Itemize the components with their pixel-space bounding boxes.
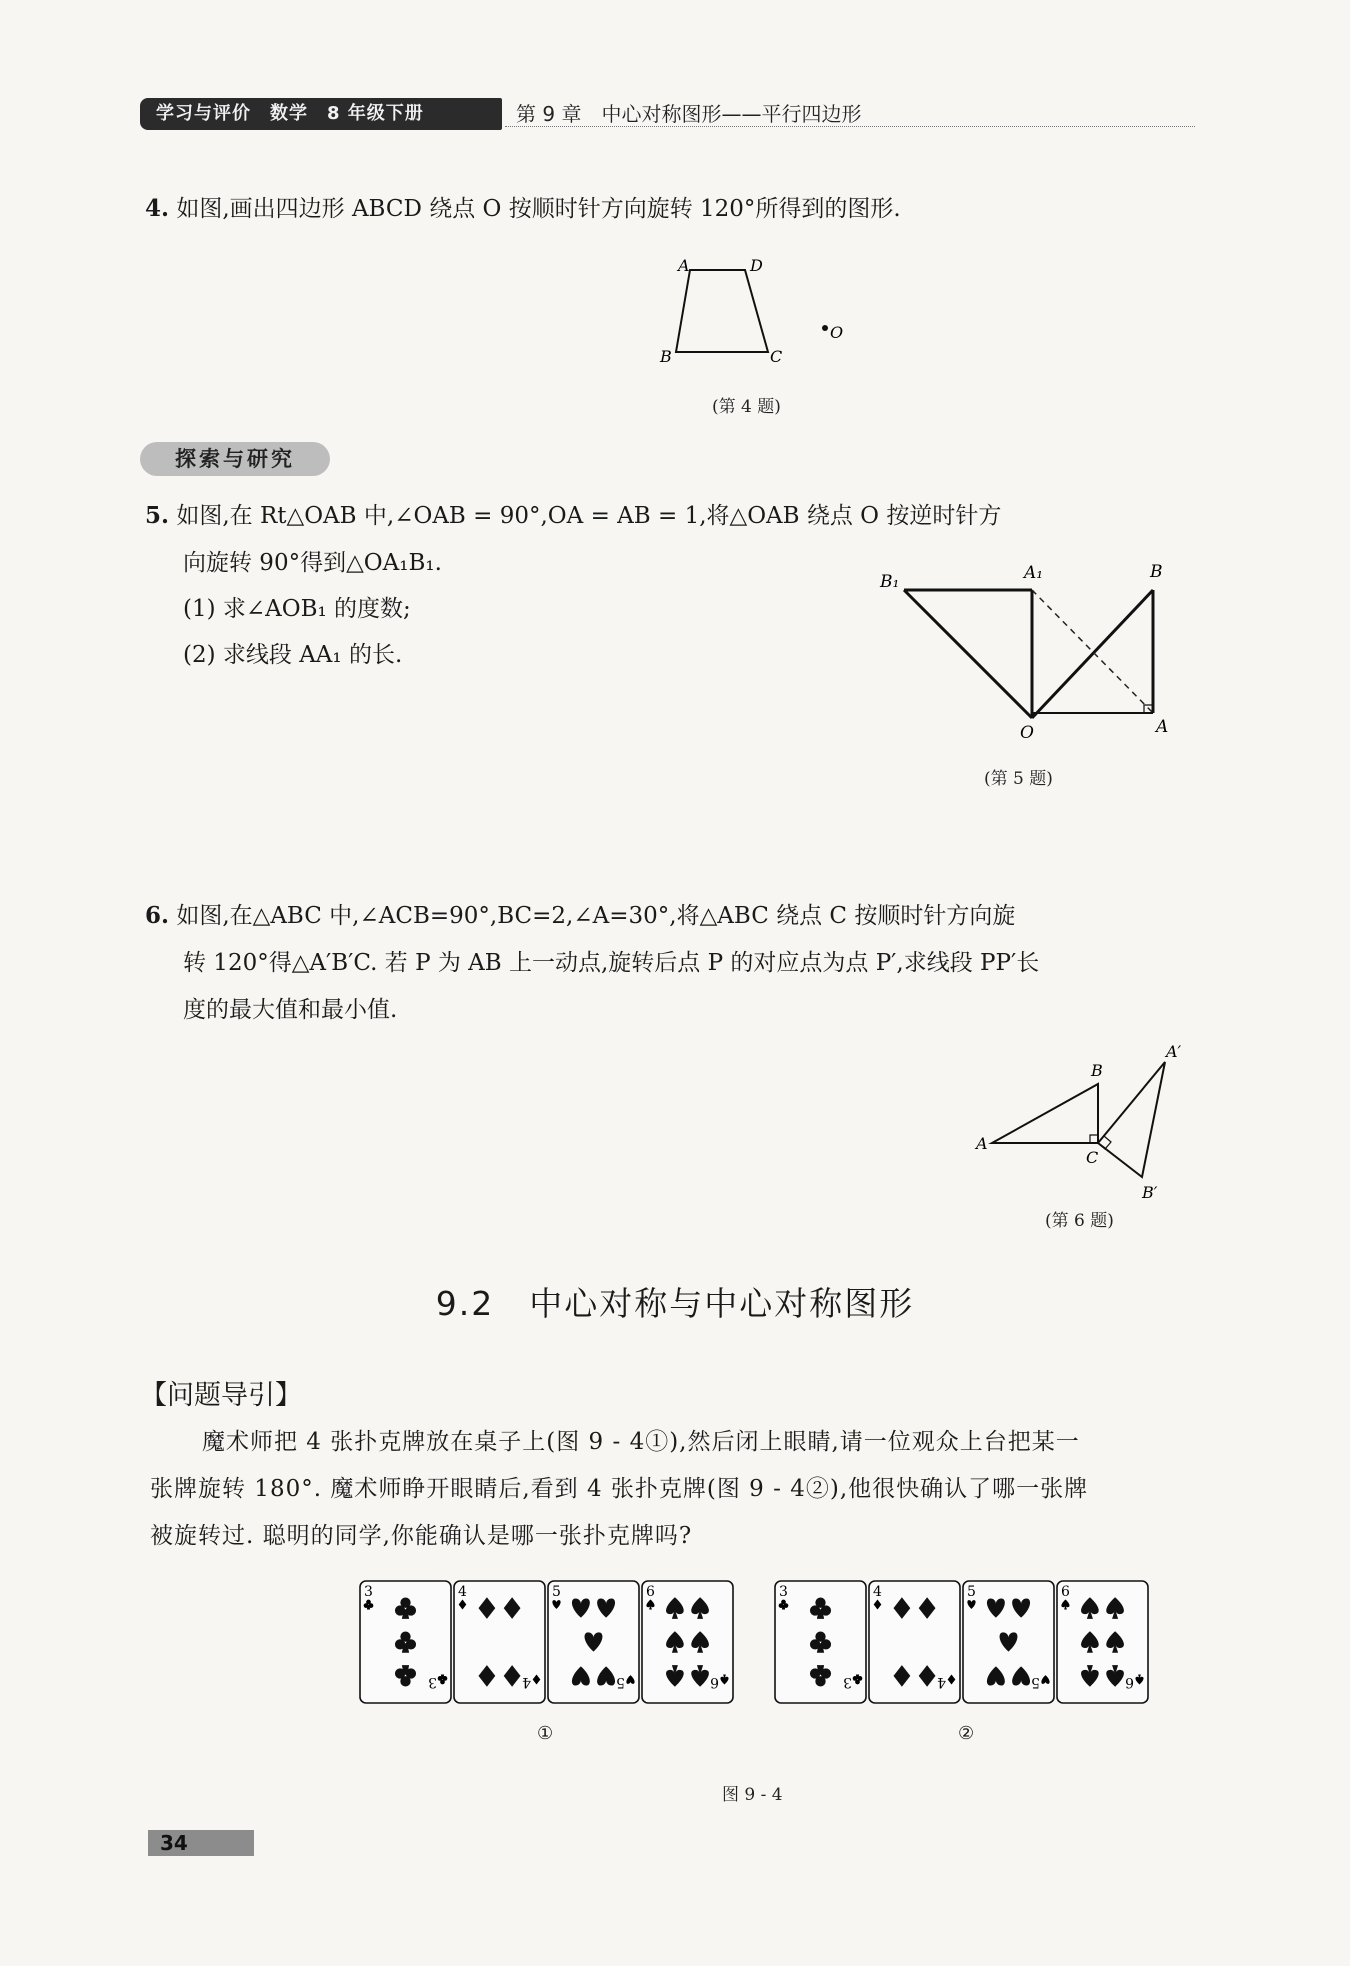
card-rank-top: 5 xyxy=(552,1584,561,1600)
segment-b1-o xyxy=(904,590,1032,718)
playing-card-4-set1 xyxy=(454,1581,545,1703)
label-a: A xyxy=(1156,717,1169,737)
q5-caption: (第 5 题) xyxy=(984,769,1053,789)
question-5-line1 xyxy=(145,493,1205,539)
card-rank-bottom: 6 xyxy=(710,1674,719,1690)
label-a-prime: A′ xyxy=(1166,1042,1182,1061)
chapter-title: 第 9 章 中心对称图形——平行四边形 xyxy=(516,102,862,126)
card-rank-bottom: 6 xyxy=(1125,1674,1134,1690)
label-b: B xyxy=(1091,1061,1103,1080)
label-o: O xyxy=(830,323,844,342)
playing-card-3-set2 xyxy=(775,1581,866,1703)
card-rank-bottom: 4 xyxy=(522,1674,531,1690)
book-title-badge: 学习与评价 数学 8 年级下册 xyxy=(140,98,502,130)
q4-figure xyxy=(640,250,880,370)
playing-card-5-set1 xyxy=(548,1581,639,1703)
card-rank-bottom: 5 xyxy=(1031,1674,1040,1690)
card-rank-top: 5 xyxy=(967,1584,976,1600)
card-rank-bottom: 5 xyxy=(616,1674,625,1690)
cards-set1-label: ① xyxy=(537,1723,554,1744)
card-rank-bottom: 3 xyxy=(843,1674,852,1690)
q6-caption: (第 6 题) xyxy=(1045,1211,1114,1231)
question-5-line2: 向旋转 90°得到△OA₁B₁. xyxy=(183,550,442,576)
label-c: C xyxy=(1086,1148,1099,1167)
triangle-apbpc xyxy=(1098,1062,1165,1177)
card-rank-top: 6 xyxy=(646,1584,655,1600)
label-a: A xyxy=(678,256,690,275)
cards-figure xyxy=(355,1575,1175,1750)
q5-figure xyxy=(870,560,1190,740)
label-b-prime: B′ xyxy=(1142,1183,1158,1202)
section-title: 9.2 中心对称与中心对称图形 xyxy=(435,1284,915,1323)
card-rank-bottom: 4 xyxy=(937,1674,946,1690)
question-6-line2: 转 120°得△A′B′C. 若 P 为 AB 上一动点,旋转后点 P 的对应点为点 P′,求线段 PP′长 xyxy=(183,950,1040,976)
playing-card-3-set1 xyxy=(360,1581,451,1703)
question-6-text-1: 如图,在△ABC 中,∠ACB=90°,BC=2,∠A=30°,将△ABC 绕点 C 按顺时针方向旋 xyxy=(176,903,1016,929)
card-rank-top: 3 xyxy=(364,1584,373,1600)
playing-card-6-set1 xyxy=(642,1581,733,1703)
q4-caption: (第 4 题) xyxy=(712,397,781,417)
guide-title: 【问题导引】 xyxy=(140,1380,302,1411)
card-rank-top: 6 xyxy=(1061,1584,1070,1600)
playing-card-6-set2 xyxy=(1057,1581,1148,1703)
card-rank-top: 4 xyxy=(458,1584,467,1600)
question-6-line3: 度的最大值和最小值. xyxy=(183,997,398,1023)
label-c: C xyxy=(770,347,783,366)
guide-line3: 被旋转过. 聪明的同学,你能确认是哪一张扑克牌吗? xyxy=(150,1523,693,1549)
guide-line2: 张牌旋转 180°. 魔术师睁开眼睛后,看到 4 张扑克牌(图 9 - 4②),他很快确认了哪一张牌 xyxy=(150,1476,1089,1502)
question-6-number: 6. xyxy=(145,902,170,929)
question-5-sub1: (1) 求∠AOB₁ 的度数; xyxy=(183,596,411,622)
question-4-text: 如图,画出四边形 ABCD 绕点 O 按顺时针方向旋转 120°所得到的图形. xyxy=(176,196,901,222)
guide-line1: 魔术师把 4 张扑克牌放在桌子上(图 9 - 4①),然后闭上眼睛,请一位观众上台把某一 xyxy=(202,1429,1080,1455)
header-divider xyxy=(505,126,1195,127)
label-b: B xyxy=(660,347,672,366)
question-5-sub2: (2) 求线段 AA₁ 的长. xyxy=(183,642,403,668)
figure-caption: 图 9 - 4 xyxy=(722,1785,783,1805)
question-5-text-1: 如图,在 Rt△OAB 中,∠OAB = 90°,OA = AB = 1,将△OAB 绕点 O 按逆时针方 xyxy=(176,503,1002,529)
explore-section-badge: 探索与研究 xyxy=(140,442,330,476)
card-rank-bottom: 3 xyxy=(428,1674,437,1690)
question-6-line1 xyxy=(145,893,1205,939)
q6-figure xyxy=(970,1040,1200,1210)
playing-card-4-set2 xyxy=(869,1581,960,1703)
question-5-number: 5. xyxy=(145,502,170,529)
triangle-abc xyxy=(992,1084,1098,1143)
quadrilateral-abcd xyxy=(676,270,768,352)
label-d: D xyxy=(750,256,763,275)
right-angle-mark-c xyxy=(1090,1135,1098,1143)
label-o: O xyxy=(1020,723,1034,740)
point-o xyxy=(822,325,828,331)
label-b: B xyxy=(1150,562,1163,582)
question-4 xyxy=(145,186,901,232)
label-b1: B₁ xyxy=(880,572,900,592)
page-number: 34 xyxy=(148,1830,254,1856)
label-a: A xyxy=(976,1134,988,1153)
question-4-number: 4. xyxy=(145,195,170,222)
label-a1: A₁ xyxy=(1024,563,1044,583)
card-rank-top: 4 xyxy=(873,1584,882,1600)
card-rank-top: 3 xyxy=(779,1584,788,1600)
playing-card-5-set2 xyxy=(963,1581,1054,1703)
cards-set2-label: ② xyxy=(958,1723,975,1744)
